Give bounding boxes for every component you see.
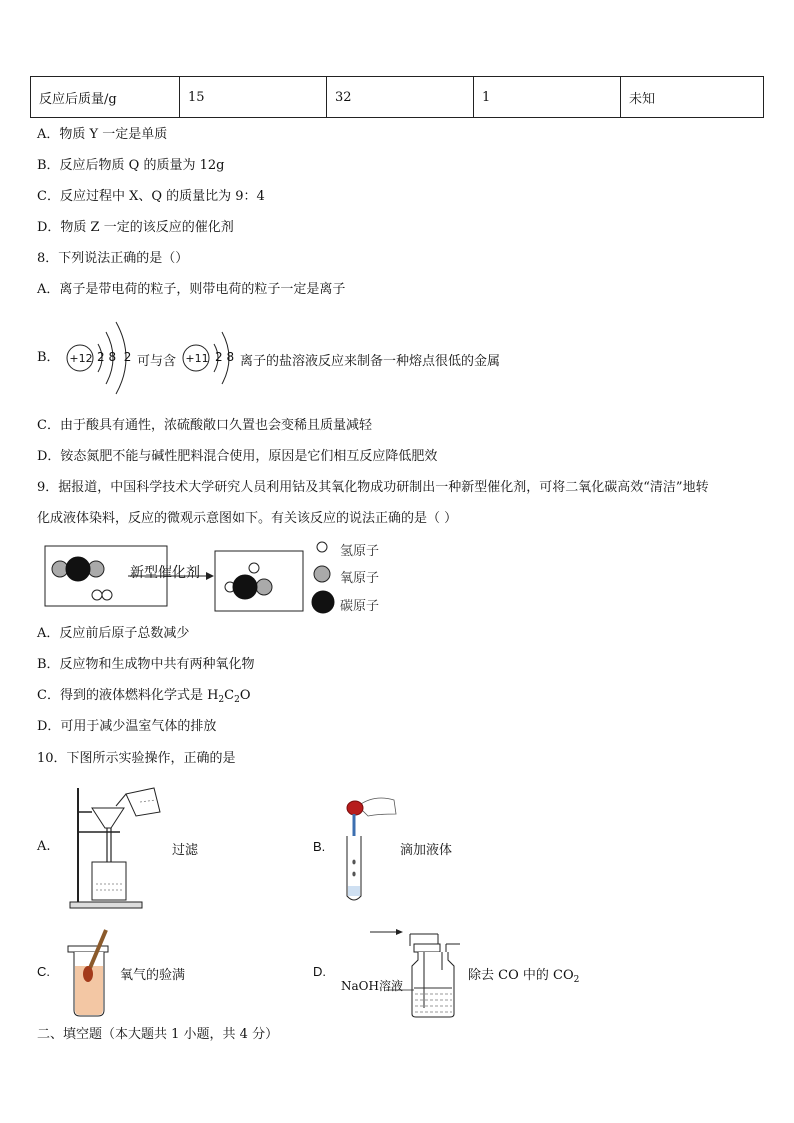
gas-bottle-splint-icon [66,926,120,1020]
naoh-solution-label: NaOH溶液 [341,979,403,993]
q9-option-c-text: C．得到的液体燃料化学式是 H [37,688,219,703]
atom2-shell-electrons: 2 8 [215,350,235,364]
table-cell-q: 未知 [621,77,764,118]
table-row [31,77,764,118]
table-row-label: 反应后质量/g [31,77,180,118]
q9-stem-line2: 化成液体染料，反应的微观示意图如下。有关该反应的说法正确的是（ ） [37,511,458,526]
q7-option-d: D．物质 Z 一定的该反应的催化剂 [37,220,234,235]
q7-option-c: C．反应过程中 X、Q 的质量比为 9：4 [37,189,265,204]
q9-option-c-text: C [224,688,235,703]
oxygen-atom [256,579,272,595]
q9-stem-line1: 9．据报道，中国科学技术大学研究人员利用钴及其氧化物成功研制出一种新型催化剂，可将二氧化碳高效“清洁”地转 [37,480,709,495]
q9-option-a: A．反应前后原子总数减少 [37,626,190,641]
q10-stem: 10．下图所示实验操作，正确的是 [37,751,236,766]
table-cell-x: 15 [180,77,327,118]
q7-option-a: A．物质 Y 一定是单质 [37,127,168,142]
q10-option-b-label: B. [313,839,326,854]
table-cell-z: 1 [474,77,621,118]
oxygen-legend-icon [314,566,330,582]
gas-washing-bottle-icon [366,924,466,1020]
q10-option-d-text-main: 除去 CO 中的 CO [468,968,574,983]
q8-option-c: C．由于酸具有通性，浓硫酸敞口久置也会变稀且质量减轻 [37,418,372,433]
q9-option-d: D．可用于减少温室气体的排放 [37,719,217,734]
q10-option-d-label: D. [313,964,326,979]
atom1-nucleus-charge: +12 [69,352,93,365]
q10-option-c-label: C. [37,964,50,979]
carbon-atom [233,575,257,599]
q10-option-d-text [468,964,579,985]
catalyst-label: 新型催化剂 [130,565,200,581]
hydrogen-atom [102,590,112,600]
q8-option-b-prefix: B． [37,350,60,365]
q10-option-c-text: 氧气的验满 [120,968,186,983]
q8-option-a: A．离子是带电荷的粒子，则带电荷的粒子一定是离子 [37,282,346,297]
q10-option-b-text: 滴加液体 [400,843,453,858]
carbon-atom [66,557,90,581]
hydrogen-atom [249,563,259,573]
filtration-apparatus-icon [66,784,172,912]
q7-option-b: B．反应后物质 Q 的质量为 12g [37,158,225,173]
hydrogen-atom [92,590,102,600]
q9-option-c [37,688,251,708]
q10-option-a-label: A. [37,839,51,854]
carbon-legend-icon [312,591,334,613]
q9-option-b: B．反应物和生成物中共有两种氧化物 [37,657,255,672]
q10-option-a-text: 过滤 [172,843,199,858]
subscript: 2 [573,975,580,985]
q8-option-b-mid: 可与含 [137,354,177,369]
dropper-testtube-icon [338,792,400,906]
atom-legend [310,538,340,618]
atom2-nucleus-charge: +11 [185,352,209,365]
q9-option-c-text: O [239,688,251,703]
q8-option-b-suffix: 离子的盐溶液反应来制备一种熔点很低的金属 [240,354,501,369]
subscript: 2 [234,695,240,705]
hydrogen-legend-icon [317,542,327,552]
subscript: 2 [218,695,225,705]
reaction-arrow-head [206,572,214,580]
legend-oxygen-label: 氧原子 [340,571,380,586]
legend-hydrogen-label: 氢原子 [340,544,380,559]
mass-table [30,76,764,118]
table-cell-y: 32 [327,77,474,118]
atom1-shell-electrons: 2 8 2 [97,350,132,364]
q8-option-d: D．铵态氮肥不能与碱性肥料混合使用，原因是它们相互反应降低肥效 [37,449,438,464]
legend-carbon-label: 碳原子 [340,599,380,614]
section-2-heading: 二、填空题（本大题共 1 小题，共 4 分） [37,1027,279,1042]
q8-stem: 8．下列说法正确的是（） [37,251,189,266]
